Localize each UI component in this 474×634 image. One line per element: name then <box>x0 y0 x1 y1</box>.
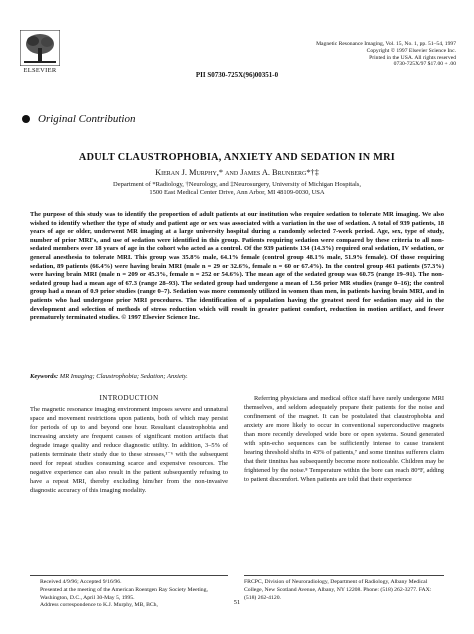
footnote-received: Received 4/9/96; Accepted 9/16/96. <box>40 579 122 585</box>
affiliation-line: 1500 East Medical Center Drive, Ann Arbor, MI 48109-0030, USA <box>149 189 325 196</box>
page-number: 51 <box>233 599 241 606</box>
journal-citation <box>226 41 456 68</box>
footnote-divider <box>30 575 228 576</box>
body-paragraph: The magnetic resonance imaging environment imposes severe and unnatural space and movement restrictions upon patients, both of which may persist for periods of up to and beyond one hour. Resultant claustrophobia and increasing anxiety are frequent causes of significant motion artifacts that degrade image quality and reduce diagnostic utility. In addition, 3–5% of patients terminate their study due to these stresses,¹⁻⁶ with the subsequent need for repeat studies consuming scarce and expensive resources. The negative experience can also result in the patient subsequently refusing to have a repeat MRI, thereby excluding him/her from the non-invasive diagnostic accuracy of this imaging modality. <box>30 406 228 494</box>
author-affiliation <box>40 181 434 197</box>
footnote-divider <box>244 575 444 576</box>
introduction-heading: INTRODUCTION <box>99 394 159 402</box>
body-paragraph: Referring physicians and medical office staff have rarely undergone MRI themselves, and seldom adequately prepare their patients for the noise and confinement of the magnet. It can be postulated that claustrophobia and anxiety are more likely to occur in conventional superconductive magnets than more recently developed wide bore or open systems. Sound generated with spin-echo sequences can be sufficiently intense to cause transient hearing threshold shifts in 43% of patients,⁷ and some tinnitus sufferers claim that their tinnitus has subsequently become more noticeable. Children may be frightened by the noise.⁸ Temperature within the bore can reach 80°F, adding to patient discomfort. When patients are told that their experience <box>244 395 444 483</box>
journal-line: Magnetic Resonance Imaging, Vol. 15, No. 1, pp. 51–54, 1997 <box>316 41 456 47</box>
article-title: ADULT CLAUSTROPHOBIA, ANXIETY AND SEDATION IN MRI <box>78 152 396 163</box>
right-column <box>244 394 444 484</box>
footnote-presented: Presented at the meeting of the American Roentgen Ray Society Meeting, Washington, D.C., April 30-May 5, 1995. <box>40 586 208 601</box>
left-column <box>30 394 228 495</box>
affiliation-line: Department of *Radiology, †Neurology, and ‡Neurosurgery, University of Michigan Hospitals, <box>113 181 361 188</box>
keywords <box>30 373 188 380</box>
pii-identifier: PII S0730-725X(96)00351-0 <box>195 71 279 79</box>
section-label-text: Original Contribution <box>38 113 136 125</box>
footnote-correspondence-cont: FRCPC, Division of Neuroradiology, Department of Radiology, Albany Medical College, New Scotland Avenue, Albany, NY 12208. Phone: (518) 262-3277. FAX: (518) 262-4120. <box>244 579 432 601</box>
keywords-label: Keywords: <box>30 373 59 380</box>
keywords-list: MR Imaging; Claustrophobia; Sedation; Anxiety. <box>59 373 188 380</box>
elsevier-tree-icon <box>20 30 60 66</box>
journal-line: 0730-725X/97 $17.00 + .00 <box>393 61 456 68</box>
bullet-icon <box>22 115 30 123</box>
abstract: The purpose of this study was to identify the proportion of adult patients at our institution who require sedation to tolerate MR imaging. We also wished to identify whether the type of study and patient age or sex was associated with a variation in the use of sedation. A total of 939 patients, 18 years of age or older, underwent MR imaging at a large university hospital during a randomly selected 7-week period. Age, sex, type of study, number of prior MRI's, and use of sedation were identified in this group. Patients requiring sedation were compared by these criteria to all non-sedated members over 18 years of age in the cohort who acted as a control. Of the 939 patients 134 (14.3%) required oral sedation, IV sedation, or general anesthesia to tolerate MRI. This group was 35.8% male, 64.1% female (control group 48.1% male, 51.9% female). Of those requiring sedation, 89 patients (66.4%) were having brain MRI (male n = 29 or 32.6%, female n = 60 or 67.4%). In the control group 461 patients (57.3%) were having brain MRI (male n = 209 or 45.3%, female n = 252 or 54.6%). The mean age of the sedated group was 60.75 (range 19–91). The non-sedated group had a mean age of 67.3 (range 28–93). The sedated group had undergone a mean of 1.56 prior MR studies (range 0–16); the control group had a mean of 0.9 prior studies (range 0–7). Sedation was more commonly utilized in women than men, in patients having brain MRI, and in patients who had undergone prior MRI procedures. The identification of a population having the greatest need for sedation may aid in the development and selection of methods of stress reduction which will result in greater patient comfort, reduction in motion artifact, and fewer prematurely terminated studies. © 1997 Elsevier Science Inc. <box>30 211 444 322</box>
article-authors: Kieran J. Murphy,* and James A. Brunberg*†‡ <box>155 168 319 177</box>
footnote-correspondence: Address correspondence to K.J. Murphy, MB, BCh, <box>40 602 158 609</box>
journal-line: Copyright © 1997 Elsevier Science Inc. <box>366 47 456 54</box>
section-label <box>22 113 136 125</box>
publisher-name: ELSEVIER <box>23 67 57 74</box>
journal-line: Printed in the USA. All rights reserved <box>369 54 456 61</box>
elsevier-logo <box>20 30 60 74</box>
